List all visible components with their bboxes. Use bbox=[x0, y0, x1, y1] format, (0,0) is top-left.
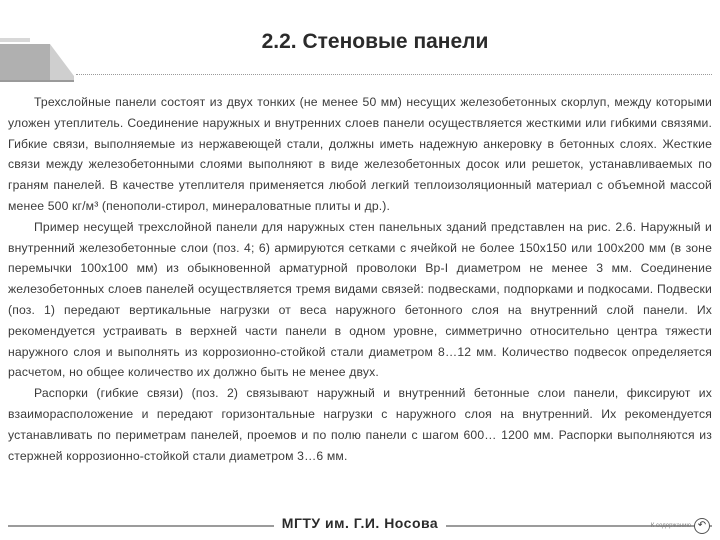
paragraph: Распорки (гибкие связи) (поз. 2) связывают наружный и внутренний бетонные слои панели, фиксируют их взаиморасположение и передают горизонтальные нагрузки с наружного слоя на внутренний. Их рекомендуется устанавливать по периметрам панелей, проемов и по полю панели с шагом 600… 1200 мм. Распорки выполняются из стержней коррозионно-стойкой стали диаметром 3…6 мм. bbox=[8, 386, 712, 463]
footer-university bbox=[0, 515, 720, 531]
paragraph: Пример несущей трехслойной панели для наружных стен панельных зданий представлен на рис. 2.6. Наружный и внутренний железобетонные слои (поз. 4; 6) армируются сетками с ячейкой не более 150х150 или 100х200 мм (в зоне перемычки 100х100 мм) из обыкновенной арматурной проволоки Вр-I диаметром не менее 3 мм. Соединение железобетонных слоев панелей осуществляется тремя видами связей: подвесками, подпорками и подкосами. Подвески (поз. 1) передают вертикальные нагрузки от веса наружного бетонного слоя на внутренний слой панели. Их рекомендуется устраивать в верхней части панели в одном уровне, симметрично относительно центра тяжести наружного слоя и выполнять из коррозионно-стойкой стали диаметром 8…12 мм. Количество подвесок определяется расчетом, но общее количество их должно быть не менее двух. bbox=[8, 219, 712, 380]
paragraph: Трехслойные панели состоят из двух тонких (не менее 50 мм) несущих железобетонных скорлуп, между которыми уложен утеплитель. Соединение наружных и внутренних слоев панели осуществляется жесткими или гибкими связями. Гибкие связи, выполняемые из нержавеющей стали, должны иметь надежную анкеровку в бетонных слоях. Жесткие связи между железобетонными слоями выполняют в виде железобетонных досок или решеток, устанавливаемых по граням панелей. В качестве утеплителя применяется любой легкий теплоизоляционный материал с объемной массой менее 500 кг/м³ (пенополи-стирол, минераловатные плиты и др.). bbox=[8, 95, 712, 213]
toc-label[interactable]: К содержанию bbox=[650, 523, 691, 529]
return-arrow-icon[interactable]: ↶ bbox=[694, 518, 710, 534]
body-text bbox=[8, 92, 712, 466]
toc-link[interactable] bbox=[651, 518, 710, 534]
header-divider bbox=[76, 74, 712, 75]
footer-label: МГТУ им. Г.И. Носова bbox=[274, 515, 446, 531]
page-title: 2.2. Стеновые панели bbox=[261, 30, 489, 53]
